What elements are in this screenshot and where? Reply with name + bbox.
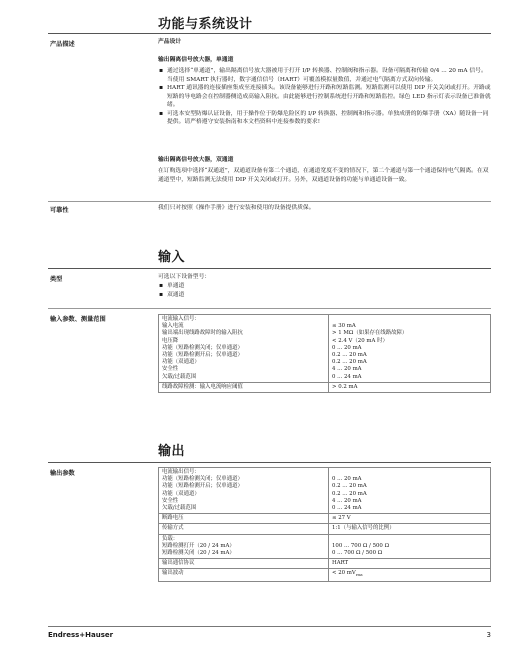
param-name: 电流输入信号：	[162, 316, 200, 322]
section-title-design: 功能与系统设计	[158, 17, 253, 32]
bullet-item: ▪ HART 通讯器的连接插座集成至连接插头。该设备能够进行开路和短路监测。短路监测可以使用 DIP 开关关闭或打开。开路或短路的导电路会在控制器侧造成高输入阻抗。由此能够进行控制系统进行开路和短路监控。绿色 LED 指示灯表示设备已准备就绪。	[167, 84, 491, 110]
param-value: 0.2 ... 20 mA	[332, 352, 367, 359]
single-channel-list-wrapper	[158, 67, 491, 127]
table-row	[159, 559, 491, 569]
param-name: 负载：	[162, 535, 179, 542]
type-list	[158, 282, 184, 299]
param-name: 功能（双通道）	[162, 490, 200, 497]
param-value-cell	[329, 559, 491, 569]
bullet-item: ▪ 通过选择“单通道”，输出隔离信号放大器被用于打开 I/P 转换器、控制阀和指示器。设备可隔离和传输 0/4 ... 20 mA 信号。当使用 SMART 执行器时，数字通信信号（HART）可覆盖模拟量数值，并通过电气隔离方式双向传输。	[167, 67, 491, 84]
param-name-cell	[159, 569, 329, 581]
param-name-cell	[159, 534, 329, 559]
section-divider	[48, 462, 491, 463]
param-name: 输出端出现线路故障时的输入阻抗	[162, 330, 243, 337]
param-value	[332, 469, 487, 476]
param-value: < 2.4 V（20 mA 时）	[332, 337, 388, 344]
dual-channel-heading: 输出隔离信号放大器，双通道	[158, 157, 234, 163]
reliability-label: 可靠性	[50, 207, 69, 214]
single-channel-heading: 输出隔离信号放大器，单通道	[158, 57, 234, 63]
param-value-cell	[329, 514, 491, 524]
type-list-wrapper	[158, 282, 184, 299]
bullet-item: ▪ 双通道	[167, 291, 184, 300]
param-value-cell	[329, 382, 491, 392]
reliability-text: 我们只对按照《操作手册》进行安装和使用的设备提供质保。	[158, 205, 315, 211]
param-name: 线路故障检测：输入电流响应阈值	[162, 383, 243, 390]
table-row	[159, 534, 491, 559]
table-row	[159, 569, 491, 581]
section-title-input: 输入	[158, 250, 186, 265]
param-value: 0.2 ... 20 mA	[332, 490, 367, 497]
param-value: 0.2 ... 20 mA	[332, 359, 367, 366]
row-divider	[48, 201, 491, 202]
param-name: 短路检测打开（20 / 24 mA）	[162, 542, 235, 549]
param-name: 功能（双通道）	[162, 359, 200, 366]
section-divider	[48, 33, 491, 34]
param-name: 输出通信协议	[162, 560, 195, 567]
param-name: 欠载/过载范围	[162, 505, 197, 512]
type-label: 类型	[50, 276, 63, 283]
param-name-cell	[159, 524, 329, 534]
output-params-table	[158, 467, 491, 582]
table-row	[159, 315, 491, 383]
footer-brand-logo: Endress+Hauser	[48, 631, 114, 639]
param-value: > 0.2 mA	[332, 383, 358, 390]
param-name: 欠载/过载范围	[162, 373, 197, 380]
param-value-cell	[329, 524, 491, 534]
param-value: ≤ 30 mA	[332, 323, 356, 330]
param-name: 电压降	[162, 337, 179, 344]
param-value: HART	[332, 560, 349, 567]
param-value: 0 ... 20 mA	[332, 476, 362, 483]
param-value-cell	[329, 534, 491, 559]
param-value: ≤ 27 V	[332, 515, 351, 522]
param-value: 4 ... 20 mA	[332, 366, 362, 373]
param-name: 安全性	[162, 366, 179, 373]
param-value: 0 ... 20 mA	[332, 344, 362, 351]
footer-divider	[48, 626, 491, 627]
param-value	[332, 536, 487, 543]
bullet-item: ▪ 可选本安型防爆认证设备，用于操作位于防爆危险区的 I/P 转换器、控制阀和指示器。单独成册的防爆手册（XA）随设备一同提供。请严格遵守安装指南和本文档资料中连接参数的要求!	[167, 110, 491, 127]
param-name-cell	[159, 315, 329, 383]
param-value: > 1 MΩ（如果存在线路故障）	[332, 330, 408, 337]
param-value: 0 ... 24 mA	[332, 505, 362, 512]
product-design-heading: 产品设计	[158, 39, 182, 45]
product-description-label: 产品描述	[50, 41, 75, 48]
param-name: 功能（短路检测关闭；仅单通道）	[162, 476, 243, 483]
param-value: 0 ... 700 Ω / 500 Ω	[332, 550, 383, 557]
table-row	[159, 524, 491, 534]
param-name: 短路检测关闭（20 / 24 mA）	[162, 550, 235, 557]
param-name: 输出波动	[162, 570, 184, 577]
bullet-item: ▪ 单通道	[167, 282, 184, 291]
param-value: < 20 mV	[332, 570, 356, 577]
single-channel-bullets	[158, 67, 491, 127]
output-params-label: 输出参数	[50, 470, 75, 477]
param-name: 功能（短路检测开启；仅单通道）	[162, 352, 243, 359]
param-value-cell	[329, 468, 491, 514]
param-value: 4 ... 20 mA	[332, 497, 362, 504]
param-name: 输入电流	[162, 323, 184, 330]
param-name: 功能（短路检测关闭；仅单通道）	[162, 344, 243, 351]
table-row	[159, 382, 491, 392]
section-title-output: 输出	[158, 444, 186, 459]
table-row	[159, 514, 491, 524]
param-value-cell	[329, 569, 491, 581]
param-value: 0 ... 24 mA	[332, 373, 362, 380]
param-value: 0.2 ... 20 mA	[332, 483, 367, 490]
param-name-cell	[159, 468, 329, 514]
type-intro: 可选以下设备型号：	[158, 274, 211, 280]
param-name: 安全性	[162, 497, 179, 504]
param-name: 功能（短路检测开启；仅单通道）	[162, 483, 243, 490]
param-name-cell	[159, 559, 329, 569]
page-number: 3	[486, 631, 491, 639]
section-divider	[48, 268, 491, 269]
param-name: 传输方式	[162, 525, 184, 532]
param-name-cell	[159, 382, 329, 392]
unit-subscript: rms	[355, 573, 363, 578]
param-value-cell	[329, 315, 491, 383]
dual-channel-text: 在订购选项中选择“双通道”，双通道设备有第二个通道，在通道宽度不变的情况下，第二个通道与第一个通道保持电气隔离。在双通道型中，短路监测无法使用 DIP 开关关闭或打开。另外，双通道设备的功能与单通道设备一致。	[158, 168, 489, 183]
param-value: 100 ... 700 Ω / 500 Ω	[332, 542, 390, 549]
param-value: 1:1（与输入信号的比例）	[332, 525, 395, 532]
input-params-table	[158, 314, 491, 393]
param-value	[332, 316, 487, 323]
input-params-label: 输入参数、测量范围	[50, 316, 106, 323]
param-name-cell	[159, 514, 329, 524]
param-name: 断路电压	[162, 515, 184, 522]
row-divider	[48, 308, 491, 309]
table-row	[159, 468, 491, 514]
param-name: 电流输出信号：	[162, 469, 200, 475]
